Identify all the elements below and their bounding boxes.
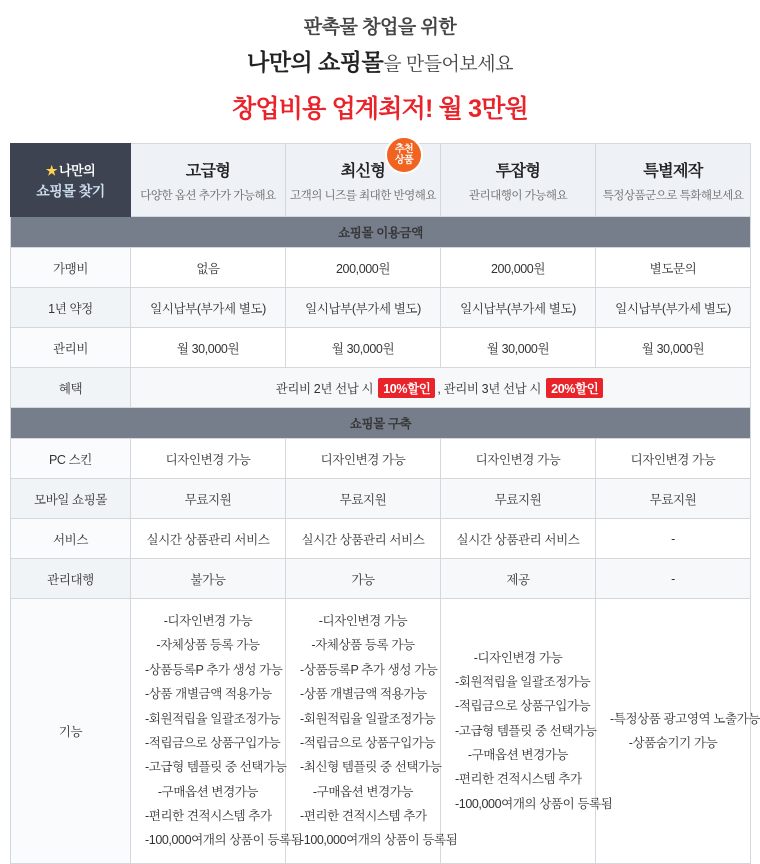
headline-line2-rest: 을 만들어보세요 <box>383 53 513 75</box>
feature-item: -디자인변경 가능 <box>473 650 563 665</box>
brand-line2: 쇼핑몰 찾기 <box>36 182 105 199</box>
cell-value: 디자인변경 가능 <box>441 439 596 479</box>
row-label: 1년 약정 <box>11 288 131 328</box>
plan-subtitle: 특정상품군으로 특화해보세요 <box>602 189 744 202</box>
headline-line2 <box>0 45 760 80</box>
feature-item: -편리한 견적시스템 추가 <box>300 809 427 823</box>
row-label: 가맹비 <box>11 248 131 288</box>
cell-value: 무료지원 <box>131 479 286 519</box>
section-title: 쇼핑몰 이용금액 <box>11 217 751 248</box>
cell-value: 디자인변경 가능 <box>131 439 286 479</box>
plan-title: 투잡형 <box>495 162 541 180</box>
brand-logo-cell <box>11 144 131 217</box>
cell-value: 무료지원 <box>286 479 441 519</box>
table-row <box>11 479 751 519</box>
feature-item: -편리한 견적시스템 추가 <box>455 772 582 787</box>
plan-header-3[interactable] <box>596 144 751 217</box>
benefit-highlight-2: 20%할인 <box>546 378 603 398</box>
feature-item: -상품등록P 추가 생성 가능 <box>145 662 283 677</box>
feature-item: -편리한 견적시스템 추가 <box>145 809 272 823</box>
feature-item: -상품 개별금액 적용가능 <box>300 687 427 702</box>
plan-title: 최신형 <box>340 162 386 180</box>
row-label: 관리비 <box>11 328 131 368</box>
feature-item: -특정상품 광고영역 노출가능 <box>610 711 760 726</box>
benefit-text <box>131 368 751 408</box>
plan-subtitle: 다양한 옵션 추가가 가능해요 <box>140 189 276 202</box>
feature-item: -고급형 템플릿 중 선택가능 <box>145 760 287 775</box>
cell-value: 200,000원 <box>286 248 441 288</box>
cell-value: 월 30,000원 <box>441 328 596 368</box>
row-label: 서비스 <box>11 519 131 559</box>
section-title: 쇼핑몰 구축 <box>11 408 751 439</box>
features-list-0 <box>131 599 303 864</box>
benefit-part1: 관리비 2년 선납 시 <box>275 381 374 396</box>
cell-value: 디자인변경 가능 <box>286 439 441 479</box>
plan-header-1[interactable] <box>286 144 441 217</box>
table-row <box>11 559 751 599</box>
star-icon: ★ <box>45 162 57 178</box>
cell-value: 가능 <box>286 559 441 599</box>
section-bar-build <box>11 408 751 439</box>
cell-value: 불가능 <box>131 559 286 599</box>
cell-value: 일시납부(부가세 별도) <box>286 288 441 328</box>
benefit-highlight-1: 10%할인 <box>378 378 435 398</box>
cell-value: 별도문의 <box>596 248 751 288</box>
feature-item: -회원적립율 일괄조정가능 <box>300 711 436 726</box>
table-row <box>11 248 751 288</box>
feature-item: -회원적립율 일괄조정가능 <box>455 674 591 689</box>
table-row <box>11 439 751 479</box>
feature-item: -회원적립율 일괄조정가능 <box>145 711 281 726</box>
headline-price: 창업비용 업계최저! 월 3만원 <box>232 95 528 123</box>
feature-item: -자체상품 등록 가능 <box>156 638 260 653</box>
benefit-part2: , 관리비 3년 선납 시 <box>437 381 542 396</box>
table-row <box>11 288 751 328</box>
feature-item: -구매옵션 변경가능 <box>312 784 414 799</box>
page-header <box>0 0 760 125</box>
feature-item: -구매옵션 변경가능 <box>157 784 259 799</box>
plan-subtitle: 관리대행이 가능해요 <box>468 189 568 202</box>
recommend-badge: 추천 상품 <box>385 136 423 174</box>
cell-value: 제공 <box>441 559 596 599</box>
plan-title: 특별제작 <box>643 162 703 180</box>
cell-value: 실시간 상품관리 서비스 <box>286 519 441 559</box>
cell-value: 무료지원 <box>441 479 596 519</box>
cell-value: 월 30,000원 <box>596 328 751 368</box>
feature-item: -상품등록P 추가 생성 가능 <box>300 662 438 677</box>
features-list-2 <box>441 599 613 864</box>
plan-title: 고급형 <box>185 162 231 180</box>
headline-line2-bold: 나만의 쇼핑몰 <box>247 48 384 75</box>
cell-value: 실시간 상품관리 서비스 <box>441 519 596 559</box>
feature-item: -최신형 템플릿 중 선택가능 <box>300 760 442 775</box>
cell-value: 실시간 상품관리 서비스 <box>131 519 286 559</box>
brand-line1: ★ 나만의 <box>45 162 96 178</box>
table-header-row <box>11 144 751 217</box>
feature-item: -상품숨기기 가능 <box>628 735 718 750</box>
row-label: 모바일 쇼핑몰 <box>11 479 131 519</box>
feature-item: -자체상품 등록 가능 <box>311 638 415 653</box>
table-row <box>11 519 751 559</box>
cell-value: 없음 <box>131 248 286 288</box>
cell-value: 일시납부(부가세 별도) <box>596 288 751 328</box>
plan-header-2[interactable] <box>441 144 596 217</box>
headline-line1: 판촉물 창업을 위한 <box>303 17 457 38</box>
features-row <box>11 599 751 864</box>
cell-value: - <box>596 519 751 559</box>
row-label: 기능 <box>11 599 131 864</box>
comparison-table <box>10 143 760 864</box>
feature-item: -100,000여개의 상품이 등록됨 <box>300 833 458 848</box>
cell-value: 일시납부(부가세 별도) <box>441 288 596 328</box>
features-list-3 <box>596 599 760 864</box>
feature-item: -구매옵션 변경가능 <box>467 748 569 763</box>
cell-value: 월 30,000원 <box>286 328 441 368</box>
feature-item: -적립금으로 상품구입가능 <box>145 735 281 750</box>
feature-item: -디자인변경 가능 <box>163 614 253 628</box>
features-list-1 <box>286 599 458 864</box>
feature-item: -디자인변경 가능 <box>318 614 408 628</box>
feature-item: -상품 개별금액 적용가능 <box>145 687 272 702</box>
table-row <box>11 328 751 368</box>
feature-item: -적립금으로 상품구입가능 <box>300 735 436 750</box>
cell-value: 일시납부(부가세 별도) <box>131 288 286 328</box>
comparison-table-wrap <box>10 143 760 864</box>
cell-value: 월 30,000원 <box>131 328 286 368</box>
row-label: PC 스킨 <box>11 439 131 479</box>
cell-value: 디자인변경 가능 <box>596 439 751 479</box>
feature-item: -100,000여개의 상품이 등록됨 <box>455 796 613 811</box>
row-label: 혜택 <box>11 368 131 408</box>
feature-item: -적립금으로 상품구입가능 <box>455 699 591 714</box>
cell-value: - <box>596 559 751 599</box>
plan-subtitle: 고객의 니즈를 최대한 반영해요 <box>289 189 436 202</box>
benefit-row <box>11 368 751 408</box>
cell-value: 200,000원 <box>441 248 596 288</box>
feature-item: -100,000여개의 상품이 등록됨 <box>145 833 303 848</box>
section-bar-usage <box>11 217 751 248</box>
cell-value: 무료지원 <box>596 479 751 519</box>
row-label: 관리대행 <box>11 559 131 599</box>
plan-header-0[interactable] <box>131 144 286 217</box>
feature-item: -고급형 템플릿 중 선택가능 <box>455 723 597 738</box>
